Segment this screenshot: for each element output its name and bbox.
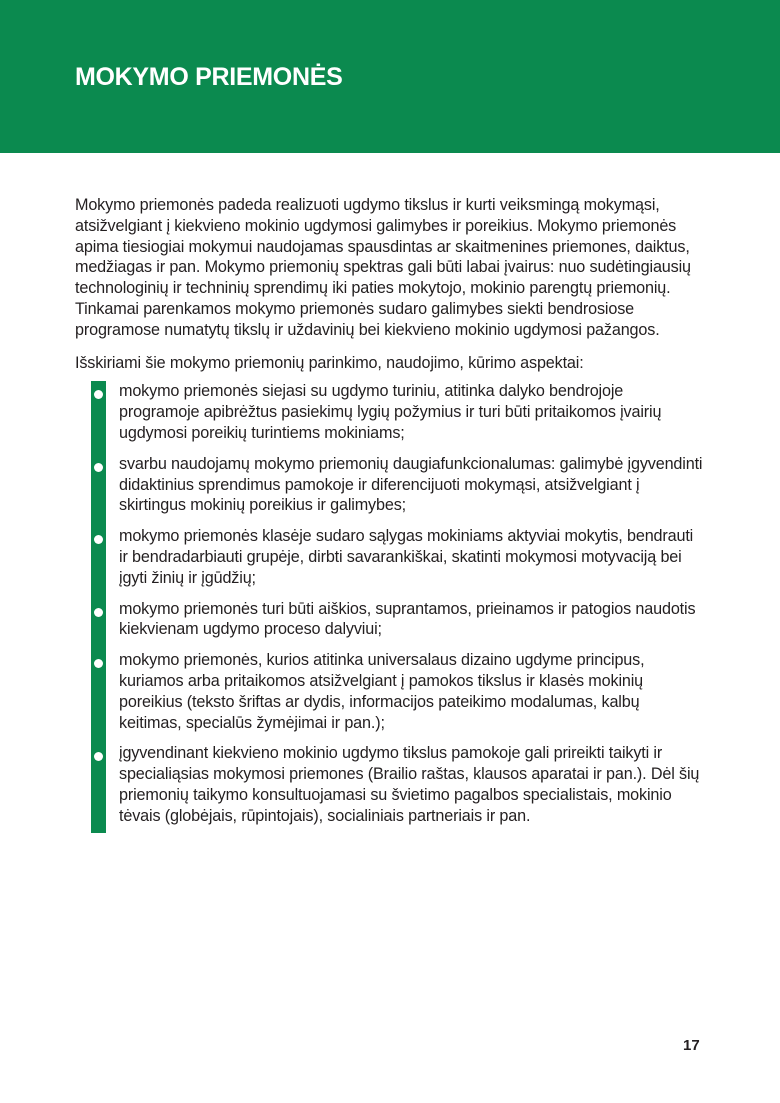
list-item bbox=[119, 599, 703, 641]
header-band bbox=[0, 0, 780, 153]
list-item bbox=[119, 454, 703, 516]
list-item-text: svarbu naudojamų mokymo priemonių daugiafunkcionalumas: galimybė įgyvendinti didaktinius sprendimus pamokoje ir diferencijuoti mokymąsi, atsižvelgiant į skirtingus mokinių poreikius ir galimybes; bbox=[119, 454, 703, 515]
list-lead-paragraph: Išskiriami šie mokymo priemonių parinkimo, naudojimo, kūrimo aspektai: bbox=[75, 353, 584, 372]
bullet-dot-icon bbox=[94, 608, 103, 617]
list-item-text: mokymo priemonės, kurios atitinka universalaus dizaino ugdyme principus, kuriamos arba pritaikomos atsižvelgiant į pamokos tikslus ir klasės mokinių poreikius (teksto šriftas ar dydis, informacijos pateikimo modalumas, kalbų keitimas, specialūs žymėjimai ir pan.); bbox=[119, 651, 645, 732]
list-item-text: mokymo priemonės turi būti aiškios, suprantamos, prieinamos ir patogios naudotis kiekvienam ugdymo proceso dalyviui; bbox=[119, 599, 696, 639]
main-content bbox=[75, 195, 703, 833]
bullet-bar bbox=[91, 381, 106, 832]
bullet-dot-icon bbox=[94, 463, 103, 472]
list-item bbox=[119, 526, 703, 588]
list-item-text: įgyvendinant kiekvieno mokinio ugdymo tikslus pamokoje gali prireikti taikyti ir specialiąsias mokymosi priemones (Brailio raštas, klausos aparatai ir pan.). Dėl šių priemonių taikymo konsultuojamasi su švietimo pagalbos specialistais, mokinio tėvais (globėjais, rūpintojais), socialiniais partneriais ir pan. bbox=[119, 744, 700, 825]
list-item-text: mokymo priemonės klasėje sudaro sąlygas mokiniams aktyviai mokytis, bendrauti ir bendradarbiauti grupėje, dirbti savarankiškai, skatinti mokymosi motyvaciją bei įgyti žinių ir įgūdžių; bbox=[119, 527, 694, 587]
intro-paragraph: Mokymo priemonės padeda realizuoti ugdymo tikslus ir kurti veiksmingą mokymąsi, atsižvelgiant į kiekvieno mokinio ugdymosi galimybes ir poreikius. Mokymo priemonės apima tiesiogiai mokymui naudojamas spausdintas ar skaitmenines priemones, daiktus, medžiagas ir pan. Mokymo priemonių spektras gali būti labai įvairus: nuo sudėtingiausių technologinių ir techninių sprendimų iki paties mokytojo, mokinio parengtų priemonių. Tinkamai parenkamos mokymo priemonės sudaro galimybes siekti bendrosiose programose numatytų tikslų ir uždavinių bei kiekvieno mokinio ugdymosi pažangos. bbox=[75, 196, 691, 339]
list-item bbox=[119, 743, 703, 832]
aspects-list bbox=[91, 381, 703, 832]
page-number: 17 bbox=[683, 1037, 700, 1054]
page-title: MOKYMO PRIEMONĖS bbox=[75, 63, 343, 91]
list-item-text: mokymo priemonės siejasi su ugdymo turiniu, atitinka dalyko bendrojoje programoje apibrėžtus pasiekimų lygių požymius ir turi būti pritaikomos įvairių ugdymosi poreikių turintiems mokiniams; bbox=[119, 382, 662, 442]
list-item bbox=[119, 381, 703, 443]
list-item bbox=[119, 650, 703, 733]
